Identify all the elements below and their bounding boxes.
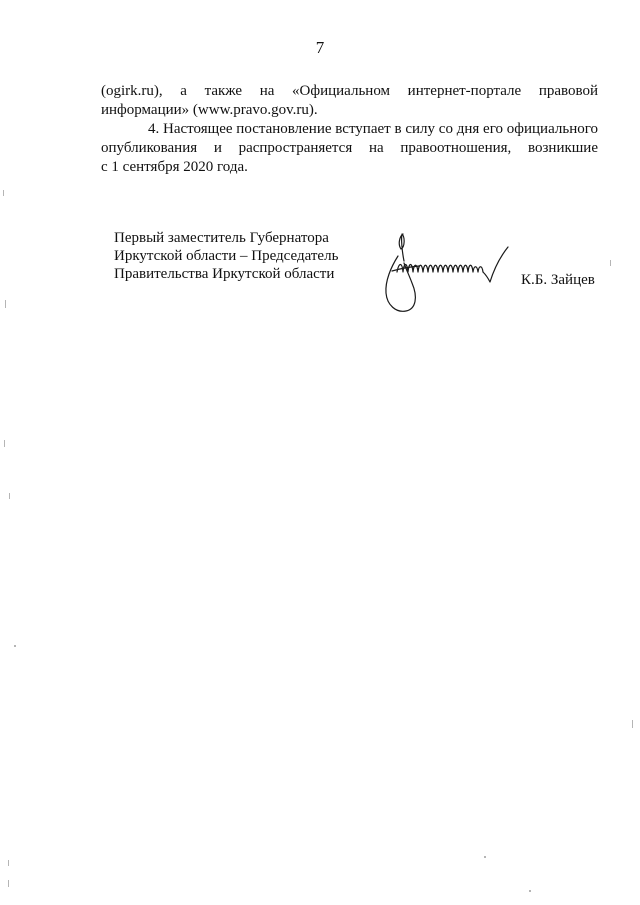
handwritten-signature [375, 225, 520, 320]
scan-speck [4, 440, 5, 447]
scan-speck [610, 260, 611, 266]
scan-speck [529, 890, 531, 892]
paragraph-4-line-3: с 1 сентября 2020 года. [101, 159, 248, 175]
scan-speck [9, 493, 10, 499]
paragraph-3-line-1: (ogirk.ru), а также на «Официальном интернет-портале правовой [101, 83, 598, 99]
signer-position-line-2: Иркутской области – Председатель [114, 248, 339, 264]
signature-scribble-stroke [397, 265, 483, 273]
scan-speck [14, 645, 16, 647]
signature-loop-stroke [399, 234, 404, 261]
scan-speck [484, 856, 486, 858]
signer-position [114, 229, 338, 283]
paragraph-3-line-2: информации» (www.pravo.gov.ru). [101, 102, 318, 118]
scan-speck [8, 860, 9, 866]
scan-speck [5, 300, 6, 308]
scan-speck [632, 720, 633, 728]
document-body [101, 82, 598, 177]
page-number: 7 [315, 38, 325, 57]
paragraph-4-line-2: опубликования и распространяется на правоотношения, возникшие [101, 140, 598, 156]
signer-position-line-3: Правительства Иркутской области [114, 266, 335, 282]
scan-speck [3, 190, 4, 196]
signer-position-line-1: Первый заместитель Губернатора [114, 230, 329, 246]
signature-tail-stroke [483, 247, 508, 282]
signer-name: К.Б. Зайцев [521, 272, 595, 288]
scan-speck [8, 880, 9, 887]
paragraph-4-line-1: 4. Настоящее постановление вступает в силу со дня его официального [148, 121, 598, 137]
